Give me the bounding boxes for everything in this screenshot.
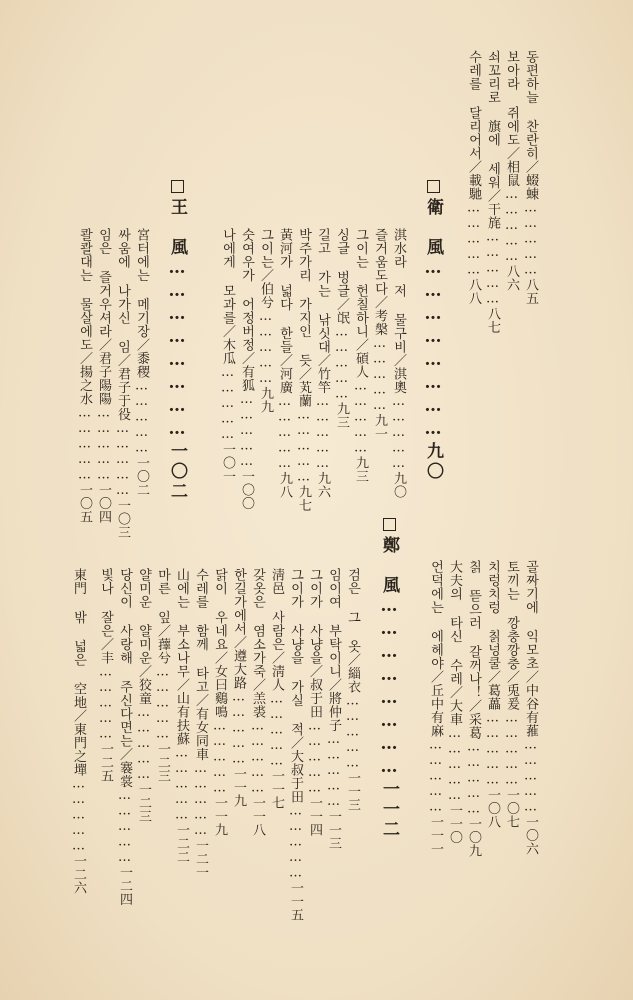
toc-entry: 당신이 사랑해 주신다면는／褰裳……………一二四 bbox=[117, 568, 132, 906]
toc-entry: 골짜기에 익모초／中谷有蓷……………一〇六 bbox=[523, 560, 538, 856]
toc-entry: 山에는 부소나무／山有扶蘇……………一二二 bbox=[174, 568, 189, 864]
toc-entry: 박주가리 가지인 듯／芄蘭……………九七 bbox=[296, 228, 311, 512]
toc-entry: 보아라 쥐에도／相鼠……………八六 bbox=[504, 50, 519, 292]
toc-entry: 그이가 사냥을／叔于田……………一一四 bbox=[307, 568, 322, 837]
toc-entry: 검은 그 옷／緇衣……………一一三 bbox=[345, 568, 360, 812]
toc-entry: 닭이 우네요／女曰鷄鳴……………一一九 bbox=[212, 568, 227, 837]
toc-entry: 임이여 부탁이니／將仲子……………一一三 bbox=[326, 568, 341, 850]
toc-entry: 갖옷은 염소가죽／羔裘……………一一八 bbox=[250, 568, 265, 837]
toc-entry: 쇠꼬리로 旗에 세워／干旄……………八七 bbox=[485, 50, 500, 334]
toc-entry: 黃河가 넓다 한들／河廣……………九八 bbox=[277, 228, 292, 499]
toc-entry: 그이는／伯兮……………九九 bbox=[258, 228, 273, 414]
toc-entry: 숫여우가 어정버정／有狐……………一〇〇 bbox=[239, 228, 254, 510]
toc-entry: 길고 가는 낚싯대／竹竿……………九六 bbox=[315, 228, 330, 499]
toc-entry: 한길가에서／遵大路……………一一九 bbox=[231, 568, 246, 808]
square-bullet-icon bbox=[427, 180, 440, 193]
toc-entry: 콸콸대는 물살에도／揚之水……………一〇五 bbox=[77, 228, 92, 524]
toc-entry: 宮터에는 메기장／黍稷……………一〇二 bbox=[134, 228, 149, 497]
toc-entry: 大夫의 타신 수레／大車……………一一〇 bbox=[447, 560, 462, 844]
toc-entry: 싸움에 나가신 임／君子于役……………一〇三 bbox=[115, 228, 130, 539]
toc-entry: 싱글 벙글／氓……………九三 bbox=[334, 228, 349, 429]
toc-entry: 임은 즐거우셔라／君子陽陽……………一〇四 bbox=[96, 228, 111, 524]
toc-entry: 그이가 사냥을 가실 적／大叔于田……………一一五 bbox=[288, 568, 303, 922]
section-heading-wang: 王 風……………………一〇二 bbox=[168, 180, 185, 502]
toc-entry: 淇水라 저 물구비／淇奧……………九〇 bbox=[391, 228, 406, 499]
toc-entry: 치렁치렁 칡넝쿨／葛藟……………一〇八 bbox=[485, 560, 500, 829]
toc-entry: 동편하늘 찬란히／蝃蝀……………八五 bbox=[523, 50, 538, 305]
toc-entry: 빛나 잘은／丰……………一二五 bbox=[98, 568, 113, 783]
toc-entry: 東門 밖 넓은 空地／東門之墠……………一二六 bbox=[71, 568, 86, 895]
section-heading-wei: 衛 風……………………九〇 bbox=[424, 180, 441, 482]
toc-entry: 얄미운 얄미운／狡童……………一二三 bbox=[136, 568, 151, 823]
square-bullet-icon bbox=[171, 180, 184, 193]
toc-entry: 즐거움도다／考槃……………九一 bbox=[372, 228, 387, 441]
toc-entry: 그이는 헌칠하니／碩人……………九三 bbox=[353, 228, 368, 483]
toc-entry: 淸邑 사람은／淸人……………一一七 bbox=[269, 568, 284, 810]
section-heading-zheng: 鄭 風……………………一一二 bbox=[380, 518, 397, 840]
square-bullet-icon bbox=[383, 518, 396, 531]
toc-entry: 마른 잎／蘀兮……………一二三 bbox=[155, 568, 170, 783]
toc-entry: 칡 뜯으러 갈꺼나！／采葛……………一〇九 bbox=[466, 560, 481, 858]
toc-entry: 나에게 모과를／木瓜……………一〇一 bbox=[220, 228, 235, 483]
toc-entry: 수레를 함께 타고／有女同車……………一二一 bbox=[193, 568, 208, 879]
toc-entry: 언덕에는 에헤야／丘中有麻……………一一一 bbox=[428, 560, 443, 856]
toc-entry: 수레를 달리어서／載馳……………八八 bbox=[466, 50, 481, 305]
toc-entry: 토끼는 깡충깡충／兎爰……………一〇七 bbox=[504, 560, 519, 829]
